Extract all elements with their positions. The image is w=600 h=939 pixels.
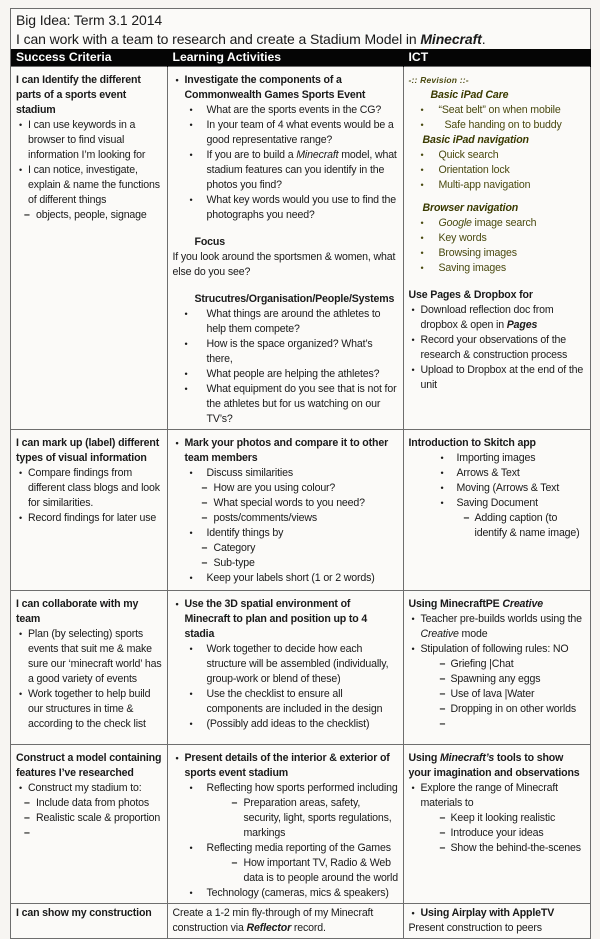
planning-document [10,8,591,939]
ict-text: Present construction to peers [408,922,542,934]
success-criteria-cell [11,904,167,939]
list-item: • What key words would you use to find the photographs you need? [173,193,399,223]
list-item: • (Possibly add ideas to the checklist) [173,717,399,732]
list-item: • Browsing images [409,246,587,261]
list-item: • Record your observations of the research & construction process [409,333,587,363]
success-criteria-cell [11,591,167,745]
activity-text: Create a 1-2 min fly-through of my Minecraft construction via Reflector record. [172,907,374,934]
list-item: • Explore the range of Minecraft materials to [409,781,587,811]
big-idea-title: Big Idea: Term 3.1 2014 [16,12,163,28]
list-item: • Arrows & Text [409,466,587,481]
pages-dropbox-title: Use Pages & Dropbox for [408,289,533,301]
list-item: – How important TV, Radio & Web data is to people around the world [173,856,399,886]
list-item: – What special words to you need? [173,496,399,511]
planning-table [11,49,591,938]
list-item: • Work together to help build our structures in time & according to the check list [16,687,163,732]
table-row [11,591,590,745]
learning-activities-cell [167,591,403,745]
minecraft-tools-title: Using Minecraft’s tools to show your imagination and observations [408,752,580,779]
list-item: • Key words [409,231,587,246]
ict-cell [403,591,590,745]
success-criteria-cell [11,67,167,430]
title-block [11,9,590,49]
learning-activities-cell [167,430,403,591]
ict-cell [403,904,590,939]
list-item: • Download reflection doc from dropbox & open in Pages [409,303,587,333]
list-item: • Plan (by selecting) sports events that suit me & make sure our ‘minecraft world’ has a good variety of events [16,627,163,687]
column-header-ict: ICT [403,49,590,67]
ict-cell [403,430,590,591]
list-item: • Identify things by [173,526,399,541]
list-item: • Reflecting media reporting of the Games [173,841,399,856]
list-item: • What equipment do you see that is not for the athletes but for us watching on our TV’s? [173,382,399,427]
skitch-title: Introduction to Skitch app [408,437,536,449]
list-item: • Discuss similarities [173,466,399,481]
list-item: – Preparation areas, safety, security, light, sports regulations, markings [173,796,399,841]
list-item: – Keep it looking realistic [409,811,587,826]
list-item: • What people are helping the athletes? [173,367,399,382]
list-item: – Realistic scale & proportion [16,811,163,826]
ipad-care-title: Basic iPad Care [430,89,509,101]
list-item: • If you are to build a Minecraft model, what stadium features can you identify in the photos you find? [173,148,399,193]
list-item: • I can notice, investigate, explain & name the functions of different things [16,163,163,208]
activity-heading: • Present details of the interior & exterior of sports event stadium [173,751,399,781]
list-item: • Upload to Dropbox at the end of the unit [409,363,587,393]
criteria-heading: I can collaborate with my team [16,598,139,625]
systems-label: Strucutres/Organisation/People/Systems [194,293,395,305]
focus-label: Focus [194,236,225,248]
activity-heading: • Investigate the components of a Commonwealth Games Sports Event [173,73,399,103]
list-item: – Adding caption (to identify & name image) [409,511,587,541]
list-item: – Include data from photos [16,796,163,811]
list-item: • Keep your labels short (1 or 2 words) [173,571,399,586]
list-item: – Use of lava |Water [409,687,587,702]
list-item: • Importing images [409,451,587,466]
list-item: • Saving Document [409,496,587,511]
activity-heading: • Use the 3D spatial environment of Minecraft to plan and position up to 4 stadia [173,597,399,642]
list-item: – Sub-type [173,556,399,571]
list-item: • Compare findings from different class blogs and look for similarities. [16,466,163,511]
table-row [11,745,590,904]
list-item: – Show the behind-the-scenes [409,841,587,856]
learning-statement: I can work with a team to research and create a Stadium Model in Minecraft. [16,31,486,47]
list-item: • Safe handing on to buddy [409,118,587,133]
learning-activities-cell [167,67,403,430]
list-item: • Stipulation of following rules: NO [409,642,587,657]
list-item: • In your team of 4 what events would be a good representative range? [173,118,399,148]
table-row [11,904,590,939]
table-row [11,430,590,591]
list-item: – Griefing |Chat [409,657,587,672]
revision-label: -:: Revision ::- [408,75,469,85]
list-item: – objects, people, signage [16,208,163,223]
ict-cell [403,67,590,430]
list-item: • Reflecting how sports performed including [173,781,399,796]
focus-text: If you look around the sportsmen & women, what else do you see? [172,251,396,278]
activity-heading: • Mark your photos and compare it to other team members [173,436,399,466]
list-item: – Introduce your ideas [409,826,587,841]
minecraftpe-title: Using MinecraftPE Creative [408,598,543,610]
learning-activities-cell [167,745,403,904]
list-item: • Technology (cameras, mics & speakers) [173,886,399,901]
criteria-heading: I can mark up (label) different types of visual information [16,437,160,464]
list-item: – posts/comments/views [173,511,399,526]
list-item: • Saving images [409,261,587,276]
list-item: • Teacher pre-builds worlds using the Creative mode [409,612,587,642]
list-item: – Dropping in on other worlds [409,702,587,717]
list-item: • “Seat belt” on when mobile [409,103,587,118]
criteria-heading: Construct a model containing features I’ve researched [16,752,162,779]
success-criteria-cell [11,430,167,591]
list-item: • Google image search [409,216,587,231]
ipad-nav-title: Basic iPad navigation [422,134,529,146]
list-item: • Using Airplay with AppleTV [409,906,587,921]
list-item [409,717,587,732]
ict-cell [403,745,590,904]
column-header-learning-activities: Learning Activities [167,49,403,67]
success-criteria-cell [11,745,167,904]
list-item: • Use the checklist to ensure all components are included in the design [173,687,399,717]
list-item: • How is the space organized? What’s there, [173,337,399,367]
list-item: • What things are around the athletes to help them compete? [173,307,399,337]
list-item: • Quick search [409,148,587,163]
list-item: • Work together to decide how each structure will be assembled (individually, group-work or blend of these) [173,642,399,687]
list-item: – How are you using colour? [173,481,399,496]
criteria-heading: I can show my construction [16,907,152,919]
list-item: • What are the sports events in the CG? [173,103,399,118]
learning-activities-cell [167,904,403,939]
list-item: • Moving (Arrows & Text [409,481,587,496]
list-item: – Spawning any eggs [409,672,587,687]
list-item: – Category [173,541,399,556]
list-item: • Record findings for later use [16,511,163,526]
browser-nav-title: Browser navigation [422,202,519,214]
minecraft-emphasis: Minecraft [420,31,482,47]
column-header-success-criteria: Success Criteria [11,49,167,67]
list-item [16,826,163,841]
criteria-heading: I can Identify the different parts of a sports event stadium [16,74,141,116]
table-row [11,67,590,430]
list-item: • I can use keywords in a browser to find visual information I’m looking for [16,118,163,163]
list-item: • Orientation lock [409,163,587,178]
list-item: • Multi-app navigation [409,178,587,193]
header-row [11,49,590,67]
list-item: • Construct my stadium to: [16,781,163,796]
